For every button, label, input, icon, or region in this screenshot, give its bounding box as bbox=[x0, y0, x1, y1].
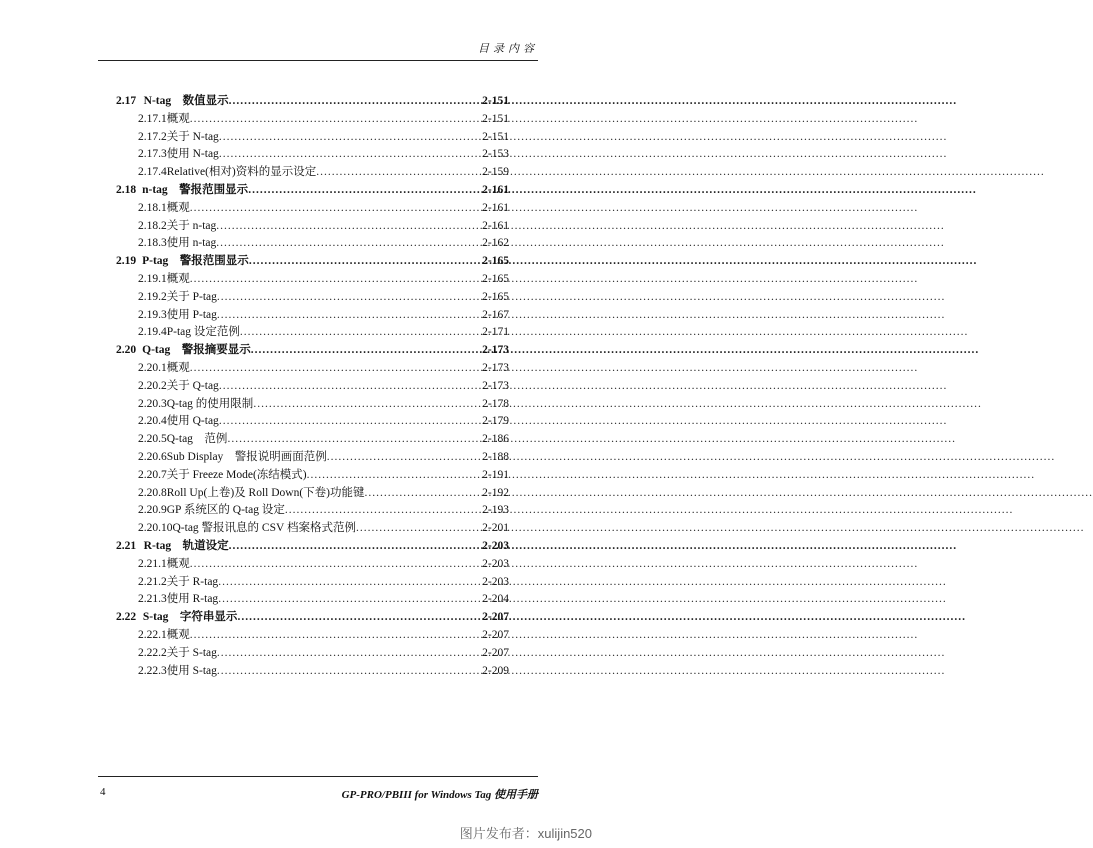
toc-entry-title: n-tag 警报范围显示 bbox=[142, 183, 249, 196]
toc-subsection-row[interactable] bbox=[116, 448, 509, 466]
toc-entry-title: 概观 bbox=[166, 201, 190, 214]
toc-entry-page: 2-178 bbox=[482, 397, 509, 410]
dot-leader bbox=[251, 344, 475, 356]
toc-subsection-row[interactable] bbox=[116, 128, 509, 146]
toc-entry-number: 2.17.3 bbox=[138, 148, 167, 161]
toc-entry-title: 关于 n-tag bbox=[166, 219, 217, 232]
toc-entry-title: 概观 bbox=[166, 628, 190, 641]
toc-subsection-row[interactable] bbox=[116, 519, 509, 537]
toc-subsection-row[interactable] bbox=[116, 377, 509, 395]
toc-entry-number: 2.18.2 bbox=[138, 219, 167, 232]
toc-entry-page: 2-186 bbox=[482, 433, 509, 446]
dot-leader bbox=[219, 148, 475, 160]
toc-entry-page: 2-173 bbox=[482, 344, 509, 357]
toc-subsection-row[interactable] bbox=[116, 662, 509, 680]
toc-entry-title: P-tag 设定范例 bbox=[166, 326, 240, 339]
toc-entry-number: 2.18.3 bbox=[138, 237, 167, 250]
dot-leader bbox=[364, 487, 475, 499]
dot-leader bbox=[253, 398, 475, 410]
toc-entry-title: 使用 N-tag bbox=[166, 148, 219, 161]
toc-entry-number: 2.21.3 bbox=[138, 593, 167, 606]
toc-entry-title: 使用 Q-tag bbox=[166, 415, 219, 428]
toc-entry-number: 2.22 bbox=[116, 611, 137, 624]
dot-leader bbox=[217, 309, 475, 321]
toc-subsection-row[interactable] bbox=[116, 234, 509, 252]
dot-leader bbox=[307, 469, 475, 481]
toc-subsection-row[interactable] bbox=[116, 217, 509, 235]
toc-entry-page: 2-162 bbox=[482, 237, 509, 250]
toc-entry-number: 2.17.4 bbox=[138, 166, 167, 179]
toc-subsection-row[interactable] bbox=[116, 306, 509, 324]
dot-leader bbox=[218, 576, 475, 588]
dot-leader bbox=[227, 433, 475, 445]
toc-entry-title: 关于 S-tag bbox=[166, 646, 217, 659]
toc-section-row[interactable] bbox=[116, 92, 509, 110]
toc-entry-title: Q-tag 警报讯息的 CSV 档案格式范例 bbox=[172, 522, 356, 535]
dot-leader bbox=[190, 362, 475, 374]
toc-entry-number: 2.22.1 bbox=[138, 628, 167, 641]
dot-leader bbox=[237, 611, 475, 623]
toc-entry-number: 2.17 bbox=[116, 95, 137, 107]
toc-entry-number: 2.17.2 bbox=[138, 130, 167, 143]
toc-entry-title: 关于 N-tag bbox=[166, 130, 219, 143]
toc-subsection-row[interactable] bbox=[116, 163, 509, 181]
toc-subsection-row[interactable] bbox=[116, 395, 509, 413]
toc-entry-number: 2.20.9 bbox=[138, 504, 167, 517]
toc-entry-page: 2-161 bbox=[482, 219, 509, 232]
toc-subsection-row[interactable] bbox=[116, 270, 509, 288]
dot-leader bbox=[190, 202, 475, 214]
toc-section-row[interactable] bbox=[116, 608, 509, 626]
toc-entry-number: 2.19.1 bbox=[138, 272, 167, 285]
toc-entry-number: 2.18.1 bbox=[138, 201, 167, 214]
toc-entry-page: 2-192 bbox=[482, 486, 509, 499]
dot-leader bbox=[249, 255, 475, 267]
toc-entry-page: 2-151 bbox=[482, 95, 509, 107]
toc-subsection-row[interactable] bbox=[116, 412, 509, 430]
dot-leader bbox=[217, 291, 475, 303]
toc-entry-title: 使用 n-tag bbox=[166, 237, 217, 250]
toc-subsection-row[interactable] bbox=[116, 288, 509, 306]
toc-entry-number: 2.19.4 bbox=[138, 326, 167, 339]
toc-subsection-row[interactable] bbox=[116, 466, 509, 484]
toc-entry-page: 2-193 bbox=[482, 504, 509, 517]
dot-leader bbox=[229, 95, 475, 107]
toc-entry-number: 2.20.2 bbox=[138, 379, 167, 392]
toc-entry-page: 2-188 bbox=[482, 450, 509, 463]
toc-entry-title: 概观 bbox=[166, 112, 190, 125]
toc-entry-title: 概观 bbox=[166, 557, 190, 570]
toc-entry-page: 2-159 bbox=[482, 166, 509, 179]
toc-entry-number: 2.17.1 bbox=[138, 112, 167, 125]
dot-leader bbox=[316, 166, 475, 178]
toc-entry-page: 2-151 bbox=[482, 112, 509, 125]
toc-entry-number: 2.20.1 bbox=[138, 361, 167, 374]
dot-leader bbox=[217, 647, 475, 659]
toc-subsection-row[interactable] bbox=[116, 145, 509, 163]
header-divider bbox=[98, 60, 538, 61]
toc-entry-page: 2-171 bbox=[482, 326, 509, 339]
toc-entry-page: 2-165 bbox=[482, 290, 509, 303]
toc-entry-page: 2-165 bbox=[482, 255, 509, 268]
dot-leader bbox=[285, 504, 475, 516]
dot-leader bbox=[219, 415, 475, 427]
toc-entry-page: 2-165 bbox=[482, 272, 509, 285]
toc-entry-page: 2-209 bbox=[482, 664, 509, 677]
toc-entry-title: 关于 Q-tag bbox=[166, 379, 219, 392]
toc-subsection-row[interactable] bbox=[116, 555, 509, 573]
table-of-contents bbox=[116, 92, 509, 679]
toc-entry-page: 2-207 bbox=[482, 646, 509, 659]
toc-entry-page: 2-151 bbox=[482, 130, 509, 143]
toc-entry-number: 2.21 bbox=[116, 539, 137, 552]
toc-subsection-row[interactable] bbox=[116, 484, 509, 502]
toc-entry-page: 2-167 bbox=[482, 308, 509, 321]
toc-entry-number: 2.21.1 bbox=[138, 557, 167, 570]
dot-leader bbox=[216, 220, 475, 232]
page-number: 4 bbox=[100, 786, 106, 798]
toc-entry-number: 2.21.2 bbox=[138, 575, 167, 588]
toc-entry-title: Roll Up(上卷)及 Roll Down(下卷)功能键 bbox=[166, 486, 365, 499]
toc-entry-title: Q-tag 范例 bbox=[166, 433, 228, 446]
toc-subsection-row[interactable] bbox=[116, 573, 509, 591]
toc-subsection-row[interactable] bbox=[116, 110, 509, 128]
toc-entry-page: 2-161 bbox=[482, 201, 509, 214]
toc-entry-title: S-tag 字符串显示 bbox=[142, 611, 238, 624]
toc-entry-number: 2.19 bbox=[116, 255, 137, 268]
toc-entry-page: 2-204 bbox=[482, 593, 509, 606]
toc-entry-title: Q-tag 警报摘要显示 bbox=[142, 344, 251, 357]
toc-entry-number: 2.20.8 bbox=[138, 486, 167, 499]
toc-subsection-row[interactable] bbox=[116, 359, 509, 377]
dot-leader bbox=[219, 380, 475, 392]
toc-entry-title: 使用 P-tag bbox=[166, 308, 217, 321]
toc-entry-title: 关于 Freeze Mode(冻结模式) bbox=[166, 468, 307, 481]
dot-leader bbox=[216, 237, 475, 249]
dot-leader bbox=[229, 540, 475, 552]
dot-leader bbox=[217, 665, 475, 677]
toc-entry-page: 2-153 bbox=[482, 148, 509, 161]
toc-entry-number: 2.20.4 bbox=[138, 415, 167, 428]
toc-subsection-row[interactable] bbox=[116, 644, 509, 662]
toc-entry-page: 2-191 bbox=[482, 468, 509, 481]
toc-entry-title: 概观 bbox=[166, 361, 190, 374]
toc-section-row[interactable] bbox=[116, 252, 509, 270]
toc-section-row[interactable] bbox=[116, 341, 509, 359]
page-header-title: 目录内容 bbox=[478, 43, 538, 55]
toc-entry-page: 2-207 bbox=[482, 628, 509, 641]
toc-entry-title: P-tag 警报范围显示 bbox=[142, 255, 249, 268]
toc-entry-number: 2.20 bbox=[116, 344, 137, 357]
dot-leader bbox=[356, 522, 475, 534]
toc-entry-page: 2-203 bbox=[482, 539, 509, 552]
toc-entry-page: 2-203 bbox=[482, 557, 509, 570]
toc-entry-page: 2-203 bbox=[482, 575, 509, 588]
toc-entry-title: R-tag 轨道设定 bbox=[143, 539, 229, 552]
toc-entry-title: 使用 S-tag bbox=[166, 664, 217, 677]
toc-entry-page: 2-179 bbox=[482, 415, 509, 428]
toc-entry-title: 使用 R-tag bbox=[166, 593, 219, 606]
dot-leader bbox=[248, 184, 475, 196]
toc-entry-number: 2.19.3 bbox=[138, 308, 167, 321]
toc-entry-title: Sub Display 警报说明画面范例 bbox=[166, 450, 327, 463]
footer-divider bbox=[98, 776, 538, 777]
toc-entry-title: GP 系统区的 Q-tag 设定 bbox=[166, 504, 285, 517]
toc-entry-number: 2.18 bbox=[116, 183, 137, 196]
toc-entry-page: 2-173 bbox=[482, 379, 509, 392]
dot-leader bbox=[190, 273, 475, 285]
toc-entry-number: 2.20.10 bbox=[138, 522, 173, 535]
toc-entry-page: 2-207 bbox=[482, 611, 509, 624]
toc-entry-number: 2.20.7 bbox=[138, 468, 167, 481]
toc-section-row[interactable] bbox=[116, 537, 509, 555]
toc-entry-number: 2.22.2 bbox=[138, 646, 167, 659]
toc-entry-number: 2.20.6 bbox=[138, 450, 167, 463]
dot-leader bbox=[219, 131, 475, 143]
toc-entry-page: 2-201 bbox=[482, 522, 509, 535]
dot-leader bbox=[190, 629, 475, 641]
dot-leader bbox=[218, 593, 475, 605]
toc-subsection-row[interactable] bbox=[116, 430, 509, 448]
toc-entry-number: 2.19.2 bbox=[138, 290, 167, 303]
watermark-text: 图片发布者：xulijin520 bbox=[459, 826, 592, 841]
toc-entry-page: 2-173 bbox=[482, 361, 509, 374]
toc-subsection-row[interactable] bbox=[116, 323, 509, 341]
toc-entry-title: 关于 P-tag bbox=[166, 290, 217, 303]
toc-entry-title: 关于 R-tag bbox=[166, 575, 219, 588]
toc-entry-title: Relative(相对)资料的显示设定 bbox=[166, 166, 317, 179]
footer-manual-title: GP-PRO/PBIII for Windows Tag 使用手册 bbox=[341, 789, 538, 801]
toc-entry-page: 2-161 bbox=[482, 183, 509, 196]
toc-subsection-row[interactable] bbox=[116, 199, 509, 217]
toc-entry-number: 2.22.3 bbox=[138, 664, 167, 677]
toc-subsection-row[interactable] bbox=[116, 626, 509, 644]
toc-entry-title: N-tag 数值显示 bbox=[143, 95, 229, 107]
toc-entry-number: 2.20.5 bbox=[138, 433, 167, 446]
dot-leader bbox=[190, 558, 475, 570]
toc-entry-title: Q-tag 的使用限制 bbox=[166, 397, 254, 410]
toc-subsection-row[interactable] bbox=[116, 590, 509, 608]
dot-leader bbox=[240, 326, 475, 338]
toc-subsection-row[interactable] bbox=[116, 501, 509, 519]
toc-entry-title: 概观 bbox=[166, 272, 190, 285]
dot-leader bbox=[190, 113, 475, 125]
toc-section-row[interactable] bbox=[116, 181, 509, 199]
dot-leader bbox=[327, 451, 475, 463]
toc-entry-number: 2.20.3 bbox=[138, 397, 167, 410]
